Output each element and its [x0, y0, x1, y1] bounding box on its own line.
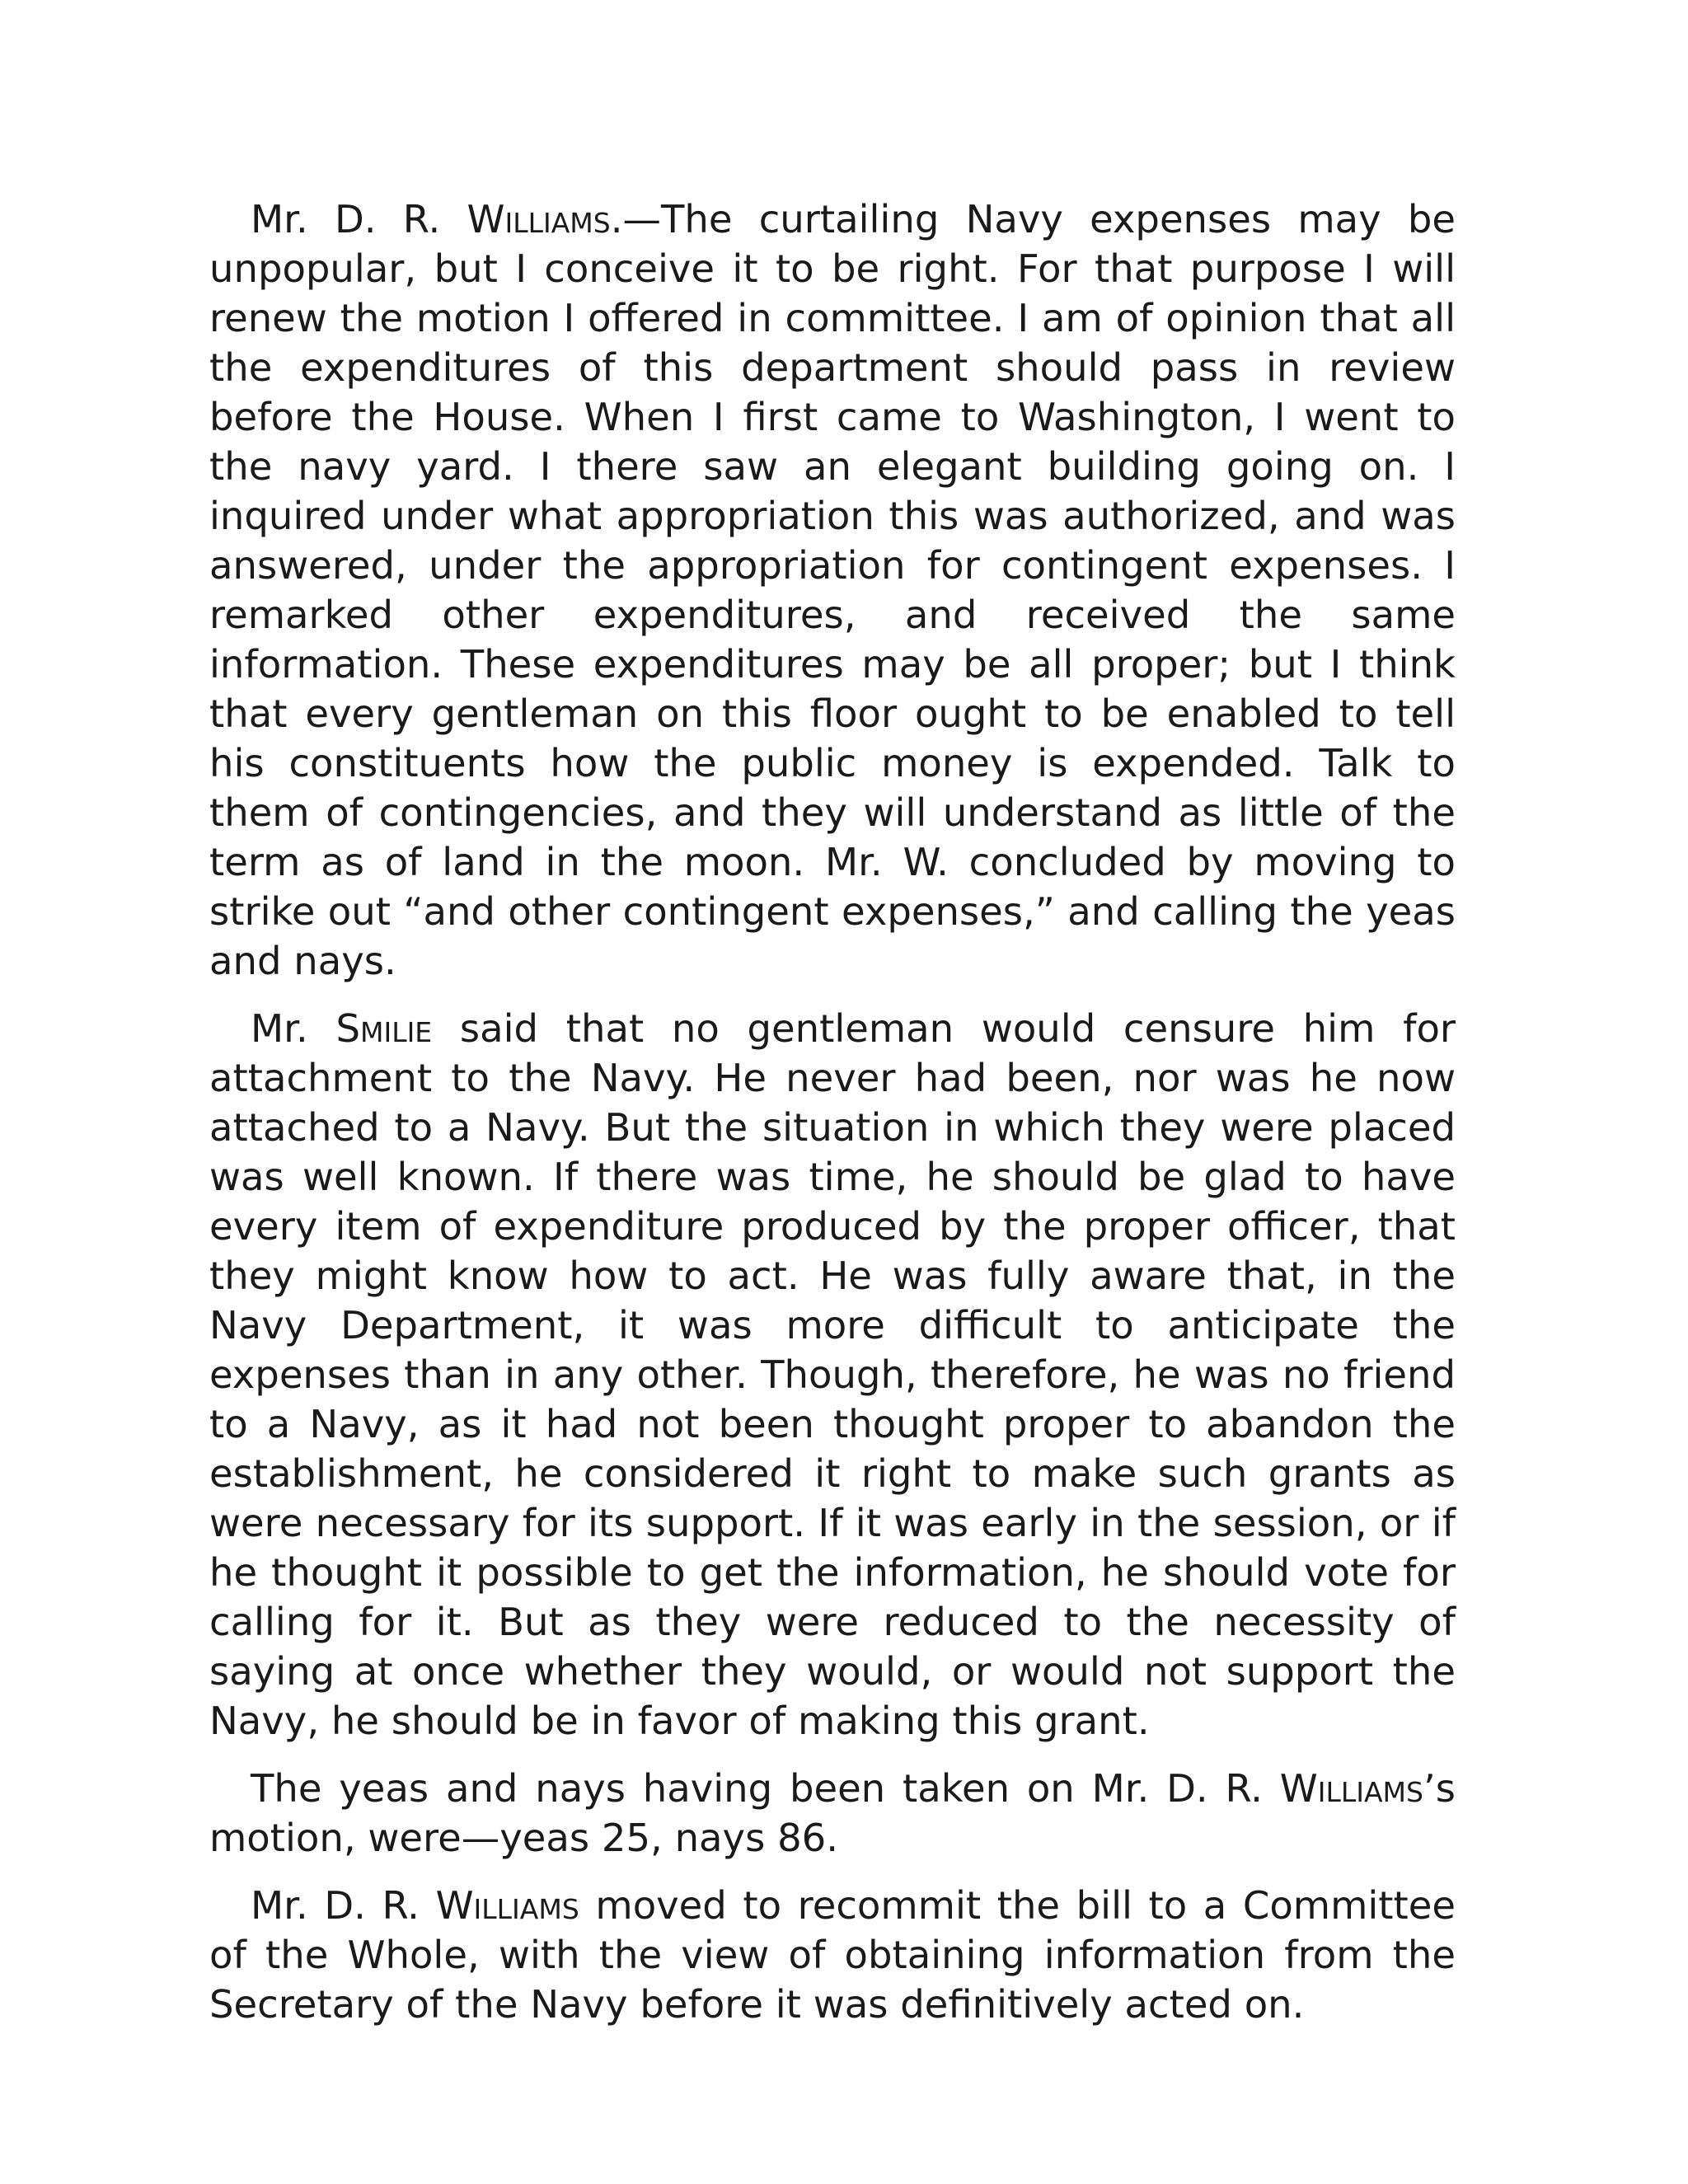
paragraph-lead: The yeas and nays having been taken on Mr. D. R.	[251, 1766, 1280, 1811]
paragraph-smilie-speech	[209, 1004, 1456, 1746]
document-page	[209, 194, 1456, 2047]
paragraph-williams-speech	[209, 194, 1456, 986]
paragraph-text: said that no gentleman would censure him for attachment to the Navy. He never had been, nor was he now attached to a Navy. But the situation in which they were placed was well known. If there was time, he should be glad to have every item of expenditure produced by the proper officer, that they might know how to act. He was fully aware that, in the Navy Department, it was more difficult to anticipate the expenses than in any other. Though, therefore, he was no friend to a Navy, as it had not been thought proper to abandon the establishment, he considered it right to make such grants as were necessary for its support. If it was early in the session, or if he thought it possible to get the information, he should vote for calling for it. But as they were reduced to the necessity of saying at once whether they would, or would not support the Navy, he should be in favor of making this grant.	[209, 1006, 1456, 1743]
paragraph-recommit-motion	[209, 1881, 1456, 2029]
speaker-name: Smilie	[335, 1006, 433, 1051]
speaker-name: Williams	[467, 197, 611, 241]
paragraph-text: .—The curtailing Navy expenses may be unpopular, but I conceive it to be right. For that purpose I will renew the motion I offered in committee. I am of opinion that all the expenditures of this department should pass in review before the House. When I first came to Washington, I went to the navy yard. I there saw an elegant building going on. I inquired under what appropriation this was authorized, and was answered, under the appropriation for contingent expenses. I remarked other expenditures, and received the same information. These expenditures may be all proper; but I think that every gentleman on this floor ought to be enabled to tell his constituents how the public money is expended. Talk to them of contingencies, and they will understand as little of the term as of land in the moon. Mr. W. concluded by moving to strike out “and other contingent expenses,” and calling the yeas and nays.	[209, 197, 1456, 983]
paragraph-text: moved to recommit the bill to a Committee of the Whole, with the view of obtaining information from the Secretary of the Navy before it was definitively acted on.	[209, 1883, 1456, 2027]
paragraph-lead: Mr. D. R.	[251, 197, 467, 241]
paragraph-vote-result	[209, 1764, 1456, 1863]
paragraph-lead: Mr.	[251, 1006, 336, 1051]
paragraph-lead: Mr. D. R.	[251, 1883, 436, 1928]
paragraph-text: ’s motion, were—yeas 25, nays 86.	[209, 1766, 1456, 1860]
speaker-name: Williams	[435, 1883, 579, 1928]
speaker-name: Williams	[1279, 1766, 1423, 1811]
